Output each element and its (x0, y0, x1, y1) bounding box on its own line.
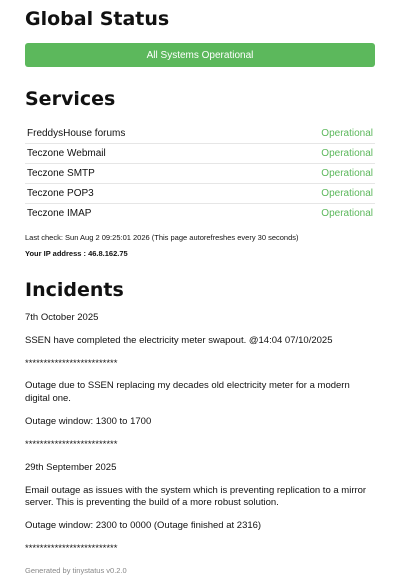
service-name: Teczone POP3 (27, 188, 94, 199)
incident-line: Outage window: 2300 to 0000 (Outage finished at 2316) (25, 520, 262, 532)
incident-date: 29th September 2025 (25, 461, 117, 473)
incident-line: Email outage as issues with the system which is preventing replication to a mirror server. This is preventing the build of a more robust solution. (25, 484, 367, 509)
incident-line: Outage due to SSEN replacing my decades old electricity meter for a modern digital one. (25, 380, 350, 405)
service-name: Teczone SMTP (27, 168, 95, 179)
service-status: Operational (321, 208, 373, 219)
footer-text: Generated by tinystatus v0.2.0 (25, 565, 127, 575)
service-status: Operational (321, 188, 373, 199)
ip-address-text: Your IP address : 46.8.162.75 (25, 249, 128, 258)
incident-separator: ************************* (25, 542, 118, 554)
service-row (25, 184, 375, 204)
incident-date: 7th October 2025 (25, 312, 99, 323)
service-name: Teczone IMAP (27, 208, 92, 219)
last-check-text: Last check: Sun Aug 2 09:25:01 2026 (This page autorefreshes every 30 seconds) (25, 233, 299, 242)
service-status: Operational (321, 168, 373, 179)
incident-line: Outage window: 1300 to 1700 (25, 416, 152, 428)
incident-separator: ************************* (25, 357, 118, 369)
global-status-banner (25, 43, 375, 67)
service-name: FreddysHouse forums (27, 128, 126, 139)
services-table (25, 124, 375, 223)
global-status-heading: Global Status (25, 8, 170, 30)
incidents-heading: Incidents (25, 279, 124, 301)
service-row (25, 144, 375, 164)
ip-address (25, 249, 375, 258)
service-row (25, 204, 375, 223)
global-status-text: All Systems Operational (146, 49, 254, 61)
service-row (25, 164, 375, 184)
service-status: Operational (321, 128, 373, 139)
incident-separator: ************************* (25, 438, 118, 450)
service-status: Operational (321, 148, 373, 159)
incident-line: SSEN have completed the electricity meter swapout. @14:04 07/10/2025 (25, 334, 333, 346)
incidents-list (25, 312, 375, 556)
service-name: Teczone Webmail (27, 148, 106, 159)
service-row (25, 124, 375, 144)
services-heading: Services (25, 88, 116, 110)
